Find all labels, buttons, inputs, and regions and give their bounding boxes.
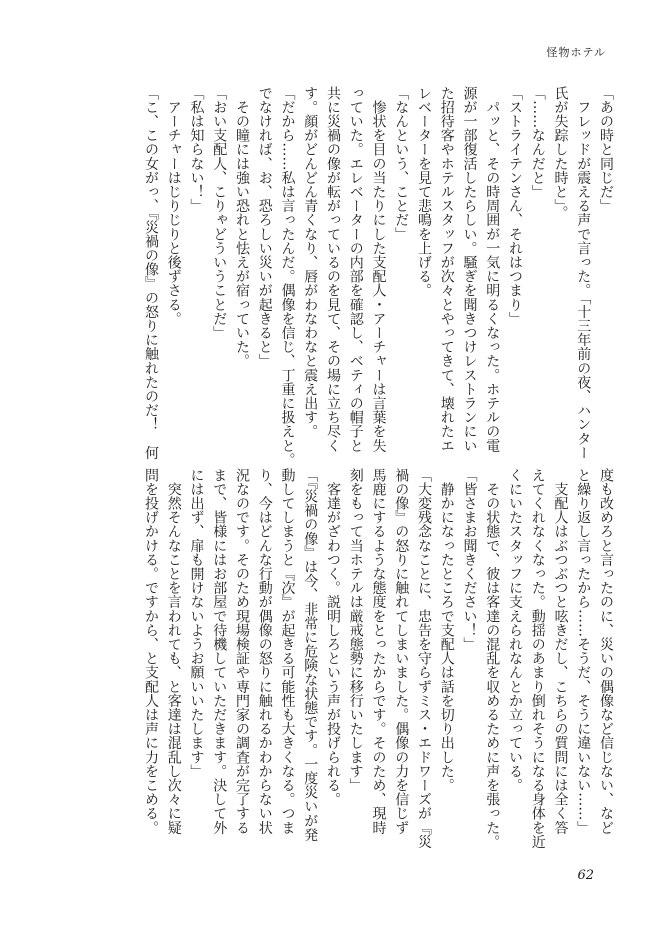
text-line: でなければ、お、恐ろしい災いが起きると」: [256, 86, 273, 368]
text-line: フレッドが震える声で言った。「十三年前の夜、ハンター: [575, 86, 592, 460]
text-line: 客達がざわつく。説明しろという声が投げられる。: [325, 468, 341, 807]
text-line: まで、皆様にはお部屋で待機していただきます。決して外: [211, 468, 228, 835]
text-line: パッと、その時周囲が一気に明るくなった。ホテルの電: [484, 86, 501, 453]
text-line: 況なのです。そのため現場検証や専門家の調査が完了する: [234, 468, 250, 835]
text-line: その瞳には強い恐れと怯えが宿っていた。: [234, 86, 250, 368]
text-line: 「『災禍の像』は今、非常に危険な状態です。一度災いが発: [302, 468, 319, 842]
text-line: 問を投げかける。ですから、と支配人は声に力をこめる。: [143, 468, 159, 835]
text-line: た招待客やホテルスタッフが次々とやってきて、壊れたエ: [438, 86, 455, 453]
text-line: 惨状を目の当たりにした支配人・アーチャーは言葉を失: [370, 86, 387, 453]
running-title: 怪物ホテル: [546, 46, 606, 59]
text-line: す。顔がどんどん青くなり、唇がわなわなと震え出す。: [302, 86, 319, 439]
text-line: 「……なんだと」: [529, 86, 546, 199]
text-line: アーチャーはじりじりと後ずさる。: [165, 86, 182, 326]
text-line: 氏が失踪した時と」。: [552, 86, 569, 220]
text-line: 突然そんなことを言われても、と客達は混乱し次々に疑: [165, 468, 182, 835]
page-number: 62: [577, 868, 594, 883]
text-line: には出ず、扉も開けないようお願いいたします」: [188, 468, 205, 779]
text-line: 刻をもって当ホテルは厳戒態勢に移行いたします」: [347, 468, 364, 793]
text-line: 「あの時と同じだ」: [598, 86, 614, 213]
text-line: 「ストライテンさん、それはつまり」: [507, 86, 523, 326]
text-line: 「大変残念なことに、忠告を守らずミス・エドワーズが『災: [416, 468, 432, 849]
text-line: 「こ、この女がっ、『災禍の像』の怒りに触れたのだ！ 何: [143, 86, 159, 460]
lower-text-block: [139, 468, 617, 849]
text-line: 共に災禍の像が転がっているのを見て、その場に立ち尽く: [325, 86, 341, 453]
text-line: 静かになったところで支配人は話を切り出した。: [438, 468, 455, 793]
text-line: 源が一部復活したらしい。騒ぎを聞きつけレストランにい: [461, 86, 478, 453]
text-line: 「おい支配人、こりゃどういうことだ」: [211, 86, 228, 340]
text-line: 「皆さまお聞きください！」: [461, 468, 478, 652]
text-line: えてくれなくなった。動揺のあまり倒れそうになる身体を近: [529, 468, 546, 849]
text-line: その状態で、彼は客達の混乱を収めるために声を張った。: [484, 468, 501, 849]
text-line: っていた。エレベーターの内部を確認し、ベティの帽子と: [347, 86, 364, 453]
text-line: 「なんという、ことだ」: [393, 86, 410, 242]
text-line: レベーターを見て悲鳴を上げる。: [416, 86, 432, 298]
text-line: 動してしまうと『次』が起きる可能性も大きくなる。つま: [279, 468, 296, 835]
text-line: と繰り返し言ったから……そうだ、そうに違いない……」: [575, 468, 592, 835]
text-line: 馬鹿にするような態度をとったからです。そのため、現時: [370, 468, 387, 835]
text-line: 禍の像』の怒りに触れてしまいました。偶像の力を信じず: [393, 468, 410, 835]
text-line: 支配人はぶつぶつと呟きだし、こちらの質問には全く答: [552, 468, 569, 835]
text-line: 「だから……私は言ったんだ。偶像を信じ、丁重に扱えと。: [279, 86, 296, 467]
text-line: 「私は知らない！」: [188, 86, 205, 213]
text-line: くにいたスタッフに支えられなんとか立っている。: [507, 468, 523, 793]
text-line: り、今はどんな行動が偶像の怒りに触れるかわからない状: [256, 468, 273, 835]
text-line: 度も改めろと言ったのに、災いの偶像など信じない、など: [598, 468, 614, 835]
upper-text-block: [139, 86, 617, 467]
